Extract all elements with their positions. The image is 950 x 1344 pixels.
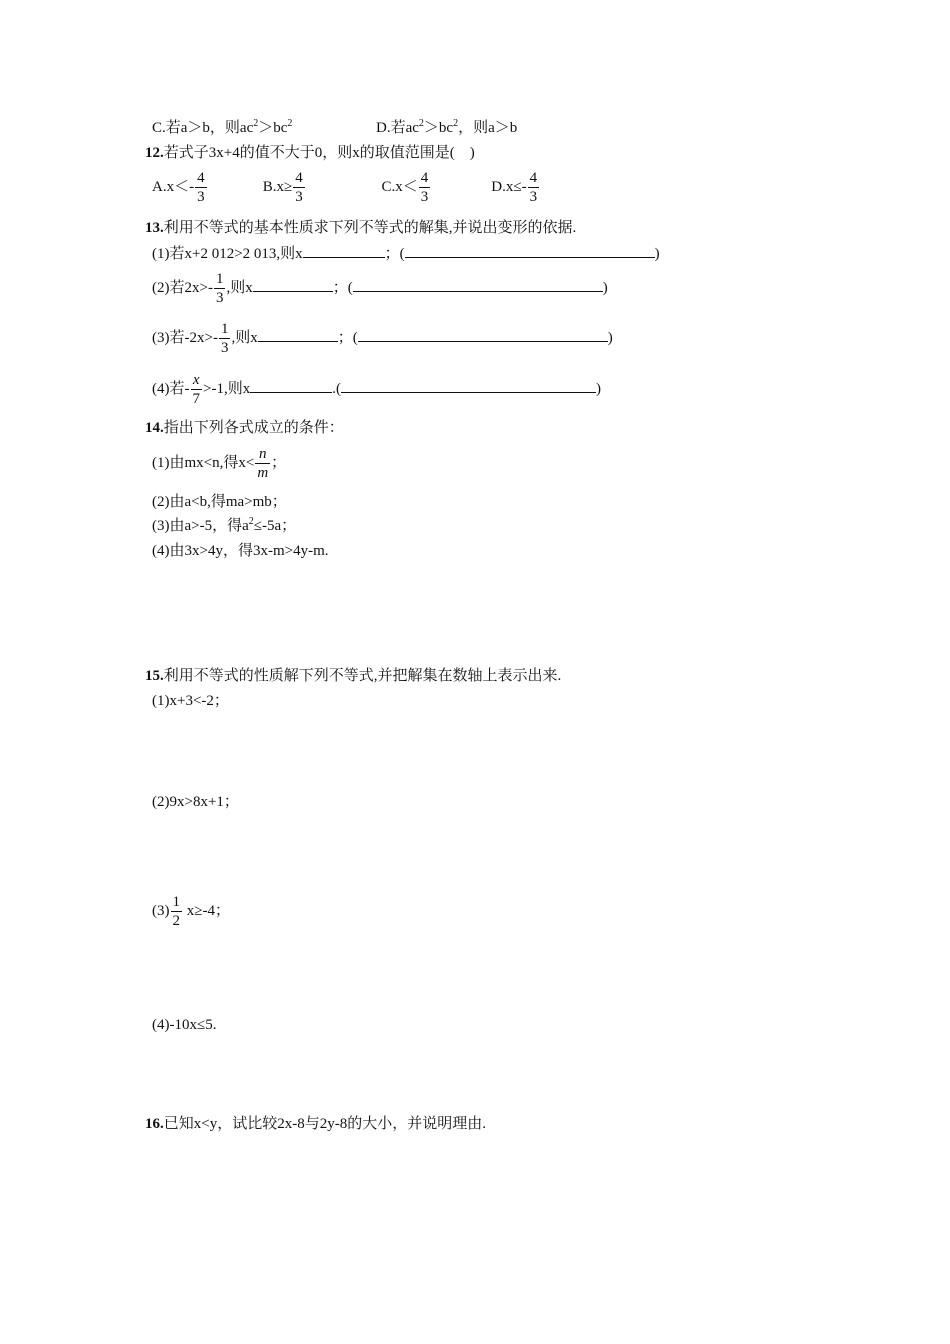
reason-blank[interactable] — [353, 277, 603, 292]
q15-part-2-text: (2)9x>8x+1； — [152, 794, 239, 810]
q14-part-1-text: (1)由mx<n,得x< — [152, 455, 255, 471]
q12-option-c — [382, 168, 488, 206]
q13-part-1 — [152, 243, 660, 264]
q11-option-c-mid: ＞bc — [258, 120, 288, 136]
separator: ；( — [332, 280, 353, 296]
q12-text: 若式子3x+4的值不大于0，则x的取值范围是( ) — [163, 145, 475, 161]
separator: .( — [332, 381, 341, 397]
q13-part-3-post: ,则x — [231, 330, 258, 346]
fraction-denominator: 3 — [295, 189, 303, 206]
q14-part-2-text: (2)由a<b,得ma>mb； — [152, 494, 287, 510]
q11-option-c — [152, 118, 292, 138]
question-number: 14. — [145, 420, 164, 436]
q14-part-1-post: ； — [271, 455, 287, 471]
q12-stem — [145, 143, 475, 163]
close-paren: ) — [654, 246, 660, 262]
fraction-numerator: 1 — [215, 271, 224, 288]
q12-option-a-text: A.x＜- — [152, 179, 195, 195]
question-number: 12. — [145, 145, 164, 161]
q11-option-d-end: ，则a＞b — [458, 120, 518, 136]
q13-text: 利用不等式的基本性质求下列不等式的解集,并说出变形的依据. — [163, 220, 577, 236]
fraction-denominator: 3 — [197, 189, 205, 206]
fraction-denominator: 3 — [529, 189, 538, 206]
q11-option-d — [376, 118, 517, 138]
superscript: 2 — [253, 118, 259, 129]
q16-stem — [145, 1114, 486, 1134]
fraction-numerator: x — [191, 371, 203, 390]
fraction — [219, 320, 231, 357]
fraction — [171, 893, 183, 930]
q13-part-2 — [152, 268, 608, 308]
close-paren: ) — [607, 330, 613, 346]
close-paren: ) — [595, 381, 601, 397]
question-number: 15. — [145, 668, 164, 684]
q15-text: 利用不等式的性质解下列不等式,并把解集在数轴上表示出来. — [163, 668, 562, 684]
q13-stem — [145, 218, 576, 238]
fraction — [214, 270, 226, 307]
q11-option-c-text: C.若a＞b，则ac — [152, 120, 254, 136]
fraction-denominator: 3 — [215, 290, 224, 307]
answer-blank[interactable] — [250, 378, 332, 393]
q15-part-2 — [152, 792, 239, 812]
q15-part-3-post: x≥-4； — [186, 903, 230, 919]
fraction — [195, 169, 207, 206]
q15-part-4-text: (4)-10x≤5. — [152, 1017, 217, 1033]
q14-part-4-text: (4)由3x>4y，得3x-m>4y-m. — [152, 543, 329, 559]
q15-part-3-text: (3) — [152, 903, 170, 919]
q13-part-3-text: (3)若-2x>- — [152, 330, 218, 346]
q11-option-d-mid: ＞bc — [423, 120, 454, 136]
fraction-numerator: 4 — [420, 170, 429, 187]
q13-part-1-text: (1)若x+2 012>2 013,则x — [152, 246, 303, 262]
fraction — [255, 445, 270, 482]
q12-option-d-text: D.x≤- — [491, 179, 527, 195]
fraction-denominator: 7 — [192, 391, 200, 408]
reason-blank[interactable] — [341, 378, 596, 393]
q12-option-b — [263, 168, 378, 206]
q14-text: 指出下列各式成立的条件： — [163, 420, 344, 436]
fraction — [293, 169, 305, 206]
fraction — [191, 371, 203, 408]
q15-part-1 — [152, 691, 229, 711]
q14-part-3 — [152, 516, 296, 536]
q15-part-1-text: (1)x+3<-2； — [152, 693, 229, 709]
answer-blank[interactable] — [303, 243, 385, 258]
close-paren: ) — [602, 280, 608, 296]
q14-part-1 — [152, 443, 286, 483]
superscript: 2 — [453, 118, 459, 129]
reason-blank[interactable] — [405, 243, 655, 258]
q14-part-4 — [152, 541, 329, 561]
fraction-denominator: m — [257, 465, 269, 482]
superscript: 2 — [248, 516, 254, 527]
q12-option-c-text: C.x＜ — [381, 179, 418, 195]
q14-stem — [145, 418, 344, 438]
fraction-denominator: 3 — [420, 189, 429, 206]
fraction — [419, 169, 431, 206]
q12-options — [152, 168, 540, 206]
answer-blank[interactable] — [253, 277, 333, 292]
q13-part-4-text: (4)若- — [152, 381, 190, 397]
q13-part-4-post: >-1,则x — [203, 381, 251, 397]
superscript: 2 — [418, 118, 424, 129]
q15-part-3 — [152, 891, 230, 931]
q12-option-b-text: B.x≥ — [262, 179, 293, 195]
q14-part-3-text: (3)由a>-5，得a — [152, 518, 249, 534]
q15-part-4 — [152, 1015, 216, 1035]
q15-stem — [145, 666, 561, 686]
fraction-numerator: 4 — [197, 170, 205, 187]
q14-part-2 — [152, 492, 287, 512]
question-number: 16. — [145, 1116, 164, 1132]
q13-part-4 — [152, 369, 601, 409]
q16-text: 已知x<y，试比较2x-8与2y-8的大小，并说明理由. — [163, 1116, 486, 1132]
q12-option-d — [491, 168, 540, 206]
fraction-denominator: 2 — [172, 913, 180, 930]
separator: ；( — [384, 246, 405, 262]
q11-option-d-text: D.若ac — [376, 120, 419, 136]
fraction-numerator: 1 — [220, 321, 229, 338]
fraction-denominator: 3 — [220, 340, 229, 357]
question-number: 13. — [145, 220, 164, 236]
q14-part-3-post: ≤-5a； — [253, 518, 297, 534]
q13-part-2-post: ,则x — [226, 280, 253, 296]
q13-part-2-text: (2)若2x>- — [152, 280, 213, 296]
superscript: 2 — [287, 118, 293, 129]
q12-option-a — [152, 168, 259, 206]
fraction-numerator: 4 — [529, 170, 538, 187]
q13-part-3 — [152, 318, 613, 358]
fraction-numerator: 4 — [295, 170, 303, 187]
reason-blank[interactable] — [358, 327, 608, 342]
answer-blank[interactable] — [258, 327, 338, 342]
fraction-numerator: n — [255, 445, 270, 464]
separator: ；( — [337, 330, 358, 346]
fraction — [528, 169, 540, 206]
fraction-numerator: 1 — [172, 894, 180, 911]
